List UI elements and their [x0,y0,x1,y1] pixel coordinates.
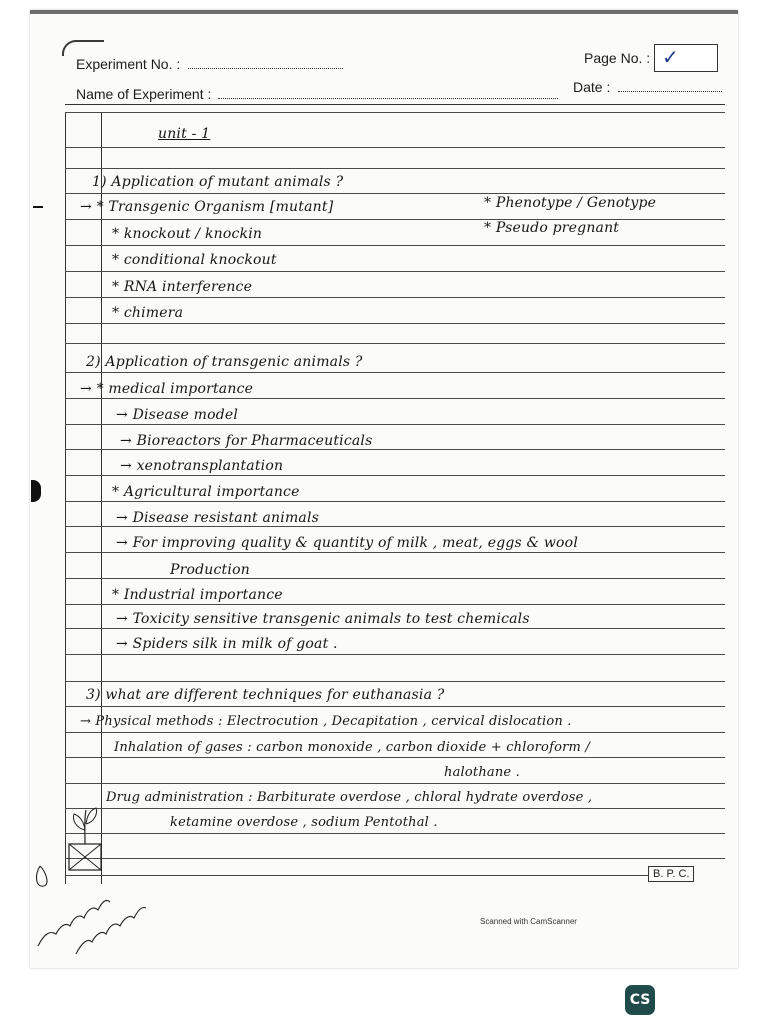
q1-item: * knockout / knockin [112,226,263,242]
ruled-line [65,424,725,425]
q2-line: → Spiders silk in milk of goat . [116,636,338,652]
ruled-line [65,654,725,655]
left-margin-line-outer [65,112,66,884]
q3-line: halothane . [444,765,520,780]
q2-line: → * medical importance [80,381,254,397]
ruled-line [65,604,725,605]
ruled-line [65,808,725,809]
bpc-stamp: B. P. C. [648,866,694,882]
q1-item: → * Transgenic Organism [mutant] [80,199,334,215]
q1-item-right: * Phenotype / Genotype [484,195,657,211]
ruled-line [65,449,725,450]
name-of-experiment-dots [218,98,558,99]
ruled-line [65,783,725,784]
ruled-line [65,112,725,113]
q2-line: * Agricultural importance [112,484,300,500]
page-no-tick: ✓ [662,45,679,69]
date-label: Date : [573,79,611,95]
camscanner-watermark: Scanned with CamScanner [480,917,577,926]
ruled-line [65,732,725,733]
ruled-line [65,343,725,344]
q2-line: → Bioreactors for Pharmaceuticals [120,433,373,449]
ruled-line [65,323,725,324]
ruled-line [65,833,725,834]
left-margin-line-inner [101,112,102,884]
unit-heading: unit - 1 [158,126,211,142]
ruled-line [65,271,725,272]
ruled-line [65,757,725,758]
ruled-line [65,147,725,148]
q2-line: → xenotransplantation [120,458,284,474]
q2-line: → Disease resistant animals [116,510,320,526]
ruled-line [65,501,725,502]
q3-heading: 3) what are different techniques for euthanasia ? [86,687,445,703]
name-of-experiment-label: Name of Experiment : [76,86,212,102]
ruled-line [65,245,725,246]
q2-line: Production [170,562,250,578]
ruled-line [65,475,725,476]
ruled-line [65,168,725,169]
q3-line: → Physical methods : Electrocution , Decapitation , cervical dislocation . [80,714,572,729]
page-no-label: Page No. : [584,50,651,66]
experiment-no-label: Experiment No. : [76,56,181,72]
ruled-line [65,193,725,194]
ruled-line [65,578,725,579]
ruled-line [65,398,725,399]
date-dots [618,91,722,92]
ruled-line [65,628,725,629]
ruled-line [65,526,725,527]
q2-line: * Industrial importance [112,587,283,603]
ruled-line [65,297,725,298]
ruled-line [65,372,725,373]
ruled-line [65,858,725,859]
page-top-edge [30,10,738,14]
q3-line: Inhalation of gases : carbon monoxide , carbon dioxide + chloroform / [114,740,590,755]
q2-heading: 2) Application of transgenic animals ? [86,354,363,370]
ruled-line [65,706,725,707]
q3-line: Drug administration : Barbiturate overdose , chloral hydrate overdose , [106,790,593,805]
q3-line: ketamine overdose , sodium Pentothal . [170,815,438,830]
camscanner-logo: CS [625,985,655,1015]
experiment-no-dots [188,68,343,69]
header-rule [65,104,725,105]
header-corner-curve [62,40,104,56]
q1-heading: 1) Application of mutant animals ? [92,174,344,190]
ruled-line [65,681,725,682]
ruled-line [65,552,725,553]
q1-item: * chimera [112,305,184,321]
ruled-line [65,219,725,220]
q2-line: → Toxicity sensitive transgenic animals to test chemicals [116,611,530,627]
q1-item: * RNA interference [112,279,253,295]
q1-item-right: * Pseudo pregnant [484,220,620,236]
q2-line: → Disease model [116,407,239,423]
binding-mark [33,206,43,208]
q1-item: * conditional knockout [112,252,277,268]
signature [30,846,160,956]
q2-line: → For improving quality & quantity of milk , meat, eggs & wool [116,535,578,551]
